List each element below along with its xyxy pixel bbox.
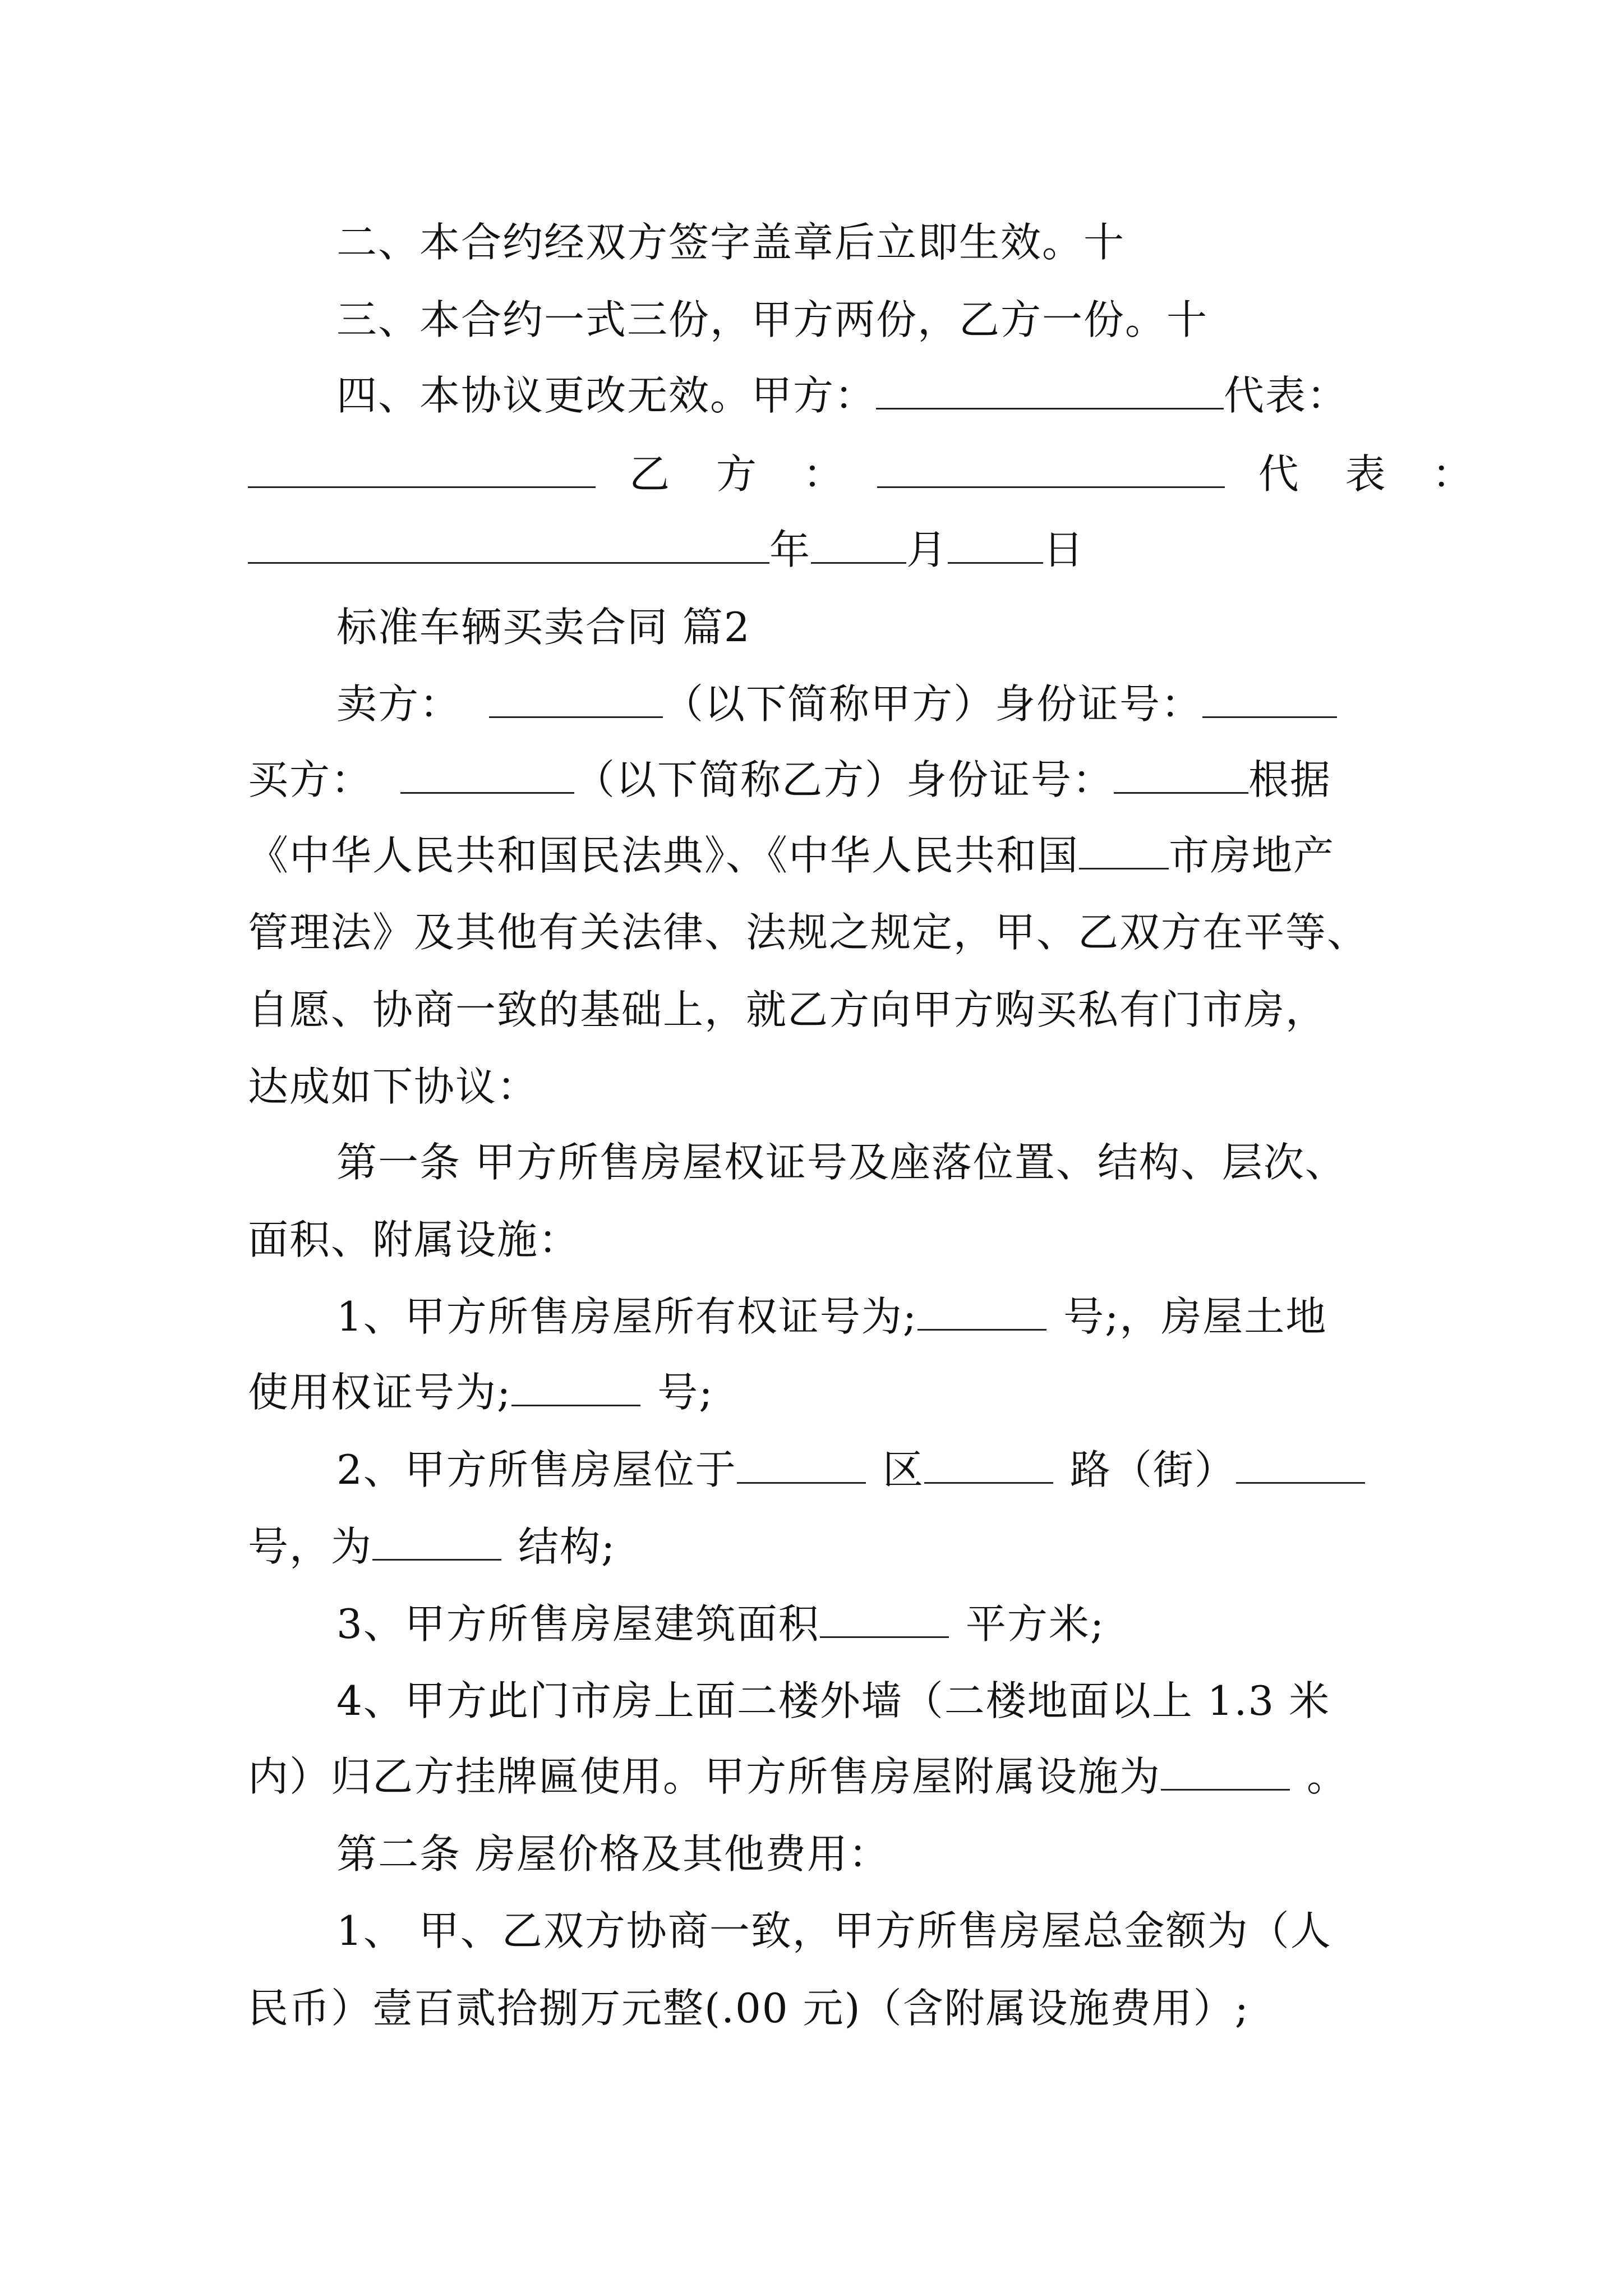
day-blank bbox=[948, 522, 1043, 564]
party-b-blank bbox=[877, 446, 1225, 488]
seller-name-blank bbox=[489, 676, 663, 718]
buyer-name-blank bbox=[400, 752, 574, 794]
clause-1-2-cont bbox=[0, 1519, 1623, 1575]
closing-item-3 bbox=[0, 292, 1623, 348]
basis-line-3-text: 自愿、协商一致的基础上，就乙方向甲方购买私有门市房， bbox=[248, 986, 1327, 1033]
basis-line-1 bbox=[0, 827, 1623, 884]
clause-1-2-cont-text: 号，为 bbox=[248, 1523, 373, 1570]
clause-1-3 bbox=[0, 1596, 1623, 1652]
buyer-line bbox=[0, 752, 1623, 808]
number-blank bbox=[1236, 1442, 1365, 1484]
basis-line-4-text: 达成如下协议： bbox=[248, 1063, 539, 1110]
structure-blank bbox=[372, 1519, 501, 1561]
land-cert-blank bbox=[511, 1364, 640, 1406]
article-1-title-cont bbox=[0, 1212, 1623, 1268]
day-label: 日 bbox=[1043, 526, 1085, 573]
buyer-id-blank bbox=[1114, 752, 1248, 794]
clause-2-1 bbox=[0, 1903, 1623, 1959]
district-label: 区 bbox=[882, 1446, 924, 1493]
clause-2-1-text: 1、 甲、乙双方协商一致，甲方所售房屋总金额为（人 bbox=[336, 1907, 1332, 1954]
seller-line bbox=[0, 676, 1623, 732]
closing-item-2-text: 二、本合约经双方签字盖章后立即生效。十 bbox=[336, 219, 1126, 266]
party-a-rep-label: 代表： bbox=[1224, 372, 1349, 419]
clause-1-2-text: 2、甲方所售房屋位于 bbox=[336, 1446, 737, 1493]
city-blank bbox=[1079, 827, 1169, 869]
closing-item-3-text: 三、本合约一式三份，甲方两份，乙方一份。十 bbox=[336, 296, 1209, 343]
year-label: 年 bbox=[769, 526, 811, 573]
basis-line-4 bbox=[0, 1059, 1623, 1115]
road-blank bbox=[924, 1442, 1053, 1484]
clause-1-4-cont bbox=[0, 1749, 1623, 1805]
clause-1-3-text: 3、甲方所售房屋建筑面积 bbox=[336, 1600, 820, 1648]
road-label: 路（街） bbox=[1069, 1446, 1236, 1493]
basis-line-1-end: 市房地产 bbox=[1169, 832, 1335, 879]
clause-1-1-end: 号;，房屋土地 bbox=[1063, 1293, 1327, 1340]
section-heading-text: 标准车辆买卖合同 篇2 bbox=[336, 604, 751, 651]
buyer-note: （以下简称乙方）身份证号： bbox=[574, 756, 1114, 803]
clause-1-1 bbox=[0, 1289, 1623, 1345]
area-blank bbox=[820, 1596, 949, 1638]
party-a-rep-blank bbox=[248, 446, 596, 488]
clause-2-1-cont-text: 民币）壹百贰拾捌万元整(.00 元)（含附属设施费用）; bbox=[248, 1985, 1249, 2032]
basis-start: 根据 bbox=[1248, 756, 1332, 803]
seller-note: （以下简称甲方）身份证号： bbox=[663, 680, 1203, 728]
basis-line-1-text: 《中华人民共和国民法典》、《中华人民共和国 bbox=[248, 832, 1080, 879]
basis-line-3 bbox=[0, 982, 1623, 1038]
party-a-blank bbox=[876, 367, 1224, 409]
party-b-rep-blank bbox=[248, 522, 769, 564]
basis-line-2 bbox=[0, 904, 1623, 960]
clause-1-1-cont bbox=[0, 1364, 1623, 1420]
date-line bbox=[0, 522, 1623, 578]
seller-id-blank bbox=[1202, 676, 1337, 718]
clause-1-1-cont-text: 使用权证号为; bbox=[248, 1369, 512, 1416]
seller-label: 卖方： bbox=[336, 680, 462, 728]
clause-1-4-end: 。 bbox=[1307, 1753, 1349, 1800]
closing-item-4 bbox=[0, 367, 1623, 424]
article-2-title-text: 第二条 房屋价格及其他费用： bbox=[336, 1830, 890, 1878]
clause-1-4-text: 4、甲方此门市房上面二楼外墙（二楼地面以上 1.3 米 bbox=[336, 1677, 1331, 1724]
clause-2-1-cont bbox=[0, 1980, 1623, 2036]
article-1-title-text: 第一条 甲方所售房屋权证号及座落位置、结构、层次、 bbox=[336, 1139, 1347, 1186]
structure-label: 结构; bbox=[518, 1523, 616, 1570]
section-heading bbox=[0, 599, 1623, 655]
facilities-blank bbox=[1161, 1749, 1290, 1791]
clause-1-1-cont-end: 号; bbox=[657, 1369, 714, 1416]
clause-1-4-cont-text: 内）归乙方挂牌匾使用。甲方所售房屋附属设施为 bbox=[248, 1753, 1161, 1800]
area-unit: 平方米; bbox=[965, 1600, 1105, 1648]
month-blank bbox=[811, 522, 906, 564]
article-1-title bbox=[0, 1134, 1623, 1190]
closing-item-4-text: 四、本协议更改无效。甲方： bbox=[336, 372, 877, 419]
party-b-rep-label: 代 表 ： bbox=[1258, 450, 1490, 498]
article-1-title-cont-text: 面积、附属设施： bbox=[248, 1216, 580, 1263]
party-b-label: 乙 方 ： bbox=[629, 450, 860, 498]
clause-1-2 bbox=[0, 1442, 1623, 1498]
clause-1-1-text: 1、甲方所售房屋所有权证号为; bbox=[336, 1293, 918, 1340]
basis-line-2-text: 管理法》及其他有关法律、法规之规定，甲、乙双方在平等、 bbox=[248, 909, 1369, 956]
clause-1-4 bbox=[0, 1673, 1623, 1729]
closing-item-2 bbox=[0, 214, 1623, 270]
article-2-title bbox=[0, 1826, 1623, 1882]
month-label: 月 bbox=[906, 526, 948, 573]
district-blank bbox=[737, 1442, 866, 1484]
buyer-label: 买方： bbox=[248, 756, 373, 803]
signature-line-b bbox=[0, 446, 1623, 502]
ownership-cert-blank bbox=[917, 1289, 1046, 1331]
